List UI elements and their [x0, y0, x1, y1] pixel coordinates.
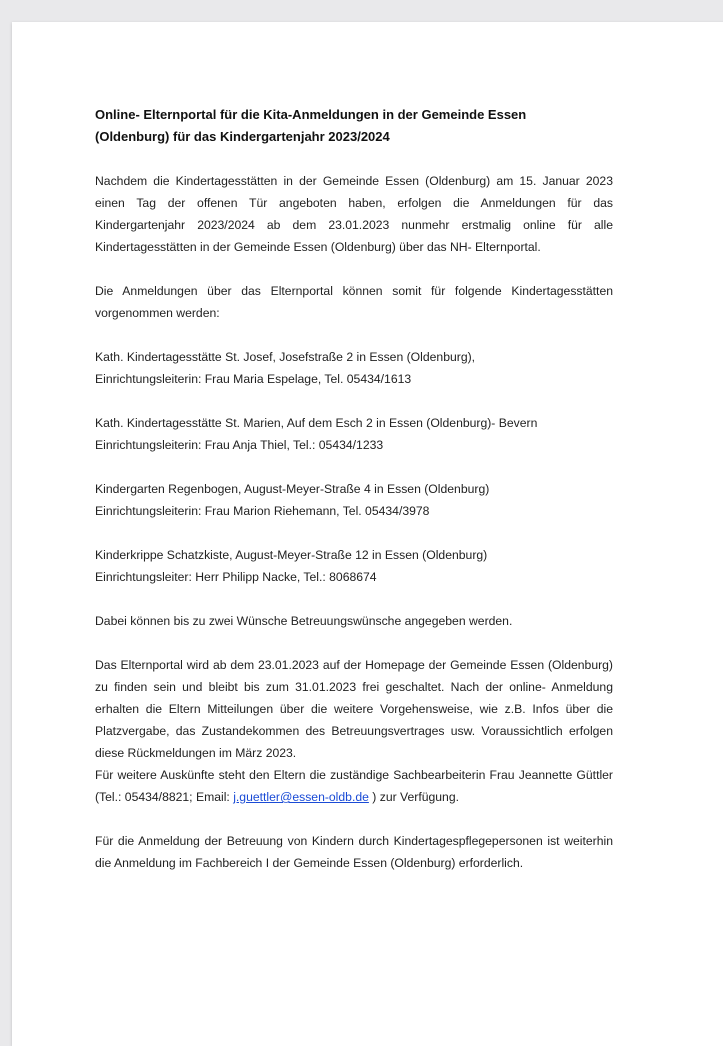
contact-prefix: (Tel.: 05434/8821; Email:	[95, 790, 234, 804]
kita-entry	[95, 544, 613, 588]
kita-contact: Einrichtungsleiterin: Frau Marion Riehemann, Tel. 05434/3978	[95, 504, 430, 518]
kita-contact: Einrichtungsleiter: Herr Philipp Nacke, Tel.: 8068674	[95, 570, 377, 584]
info-line-4: Platzvergabe, das Zustandekommen des Betreuungsvertrages usw. Voraussichtlich erfolgen	[95, 724, 613, 738]
title-line-2: (Oldenburg) für das Kindergartenjahr 2023/2024	[95, 129, 390, 144]
info-line-2: zu finden sein und bleibt bis zum 31.01.2023 frei geschaltet. Nach der online- Anmeldung	[95, 680, 613, 694]
info-line-1: Das Elternportal wird ab dem 23.01.2023 auf der Homepage der Gemeinde Essen (Oldenburg)	[95, 658, 613, 672]
care-line-2: die Anmeldung im Fachbereich I der Gemeinde Essen (Oldenburg) erforderlich.	[95, 856, 524, 870]
document-title	[95, 104, 613, 148]
portal-line-1: Die Anmeldungen über das Elternportal können somit für folgende Kindertagesstätten	[95, 284, 613, 298]
kita-name: Kath. Kindertagesstätte St. Josef, Josefstraße 2 in Essen (Oldenburg),	[95, 350, 476, 364]
kita-name: Kinderkrippe Schatzkiste, August-Meyer-Straße 12 in Essen (Oldenburg)	[95, 548, 488, 562]
kita-contact: Einrichtungsleiterin: Frau Maria Espelage, Tel. 05434/1613	[95, 372, 412, 386]
kita-entry	[95, 346, 613, 390]
kita-contact: Einrichtungsleiterin: Frau Anja Thiel, Tel.: 05434/1233	[95, 438, 384, 452]
intro-line-1: Nachdem die Kindertagesstätten in der Gemeinde Essen (Oldenburg) am 15. Januar 2023	[95, 174, 613, 188]
wishes-paragraph: Dabei können bis zu zwei Wünsche Betreuungswünsche angegeben werden.	[95, 614, 513, 628]
kita-entry	[95, 478, 613, 522]
portal-line-2: vorgenommen werden:	[95, 306, 220, 320]
care-line-1: Für die Anmeldung der Betreuung von Kindern durch Kindertagespflegepersonen ist weiterhin	[95, 834, 613, 848]
kita-name: Kindergarten Regenbogen, August-Meyer-Straße 4 in Essen (Oldenburg)	[95, 482, 490, 496]
care-paragraph	[95, 830, 613, 874]
intro-line-4: Kindertagesstätten in der Gemeinde Essen (Oldenburg) über das NH- Elternportal.	[95, 240, 541, 254]
info-paragraph	[95, 654, 613, 808]
portal-paragraph	[95, 280, 613, 324]
info-line-3: erhalten die Eltern Mitteilungen über die weitere Vorgehensweise, wie z.B. Infos über die	[95, 702, 613, 716]
document-content	[95, 104, 613, 896]
kita-entry	[95, 412, 613, 456]
contact-line-2	[95, 786, 613, 808]
kita-name: Kath. Kindertagesstätte St. Marien, Auf dem Esch 2 in Essen (Oldenburg)- Bevern	[95, 416, 538, 430]
email-link[interactable]: j.guettler@essen-oldb.de	[233, 790, 369, 804]
intro-line-3: Kindergartenjahr 2023/2024 ab dem 23.01.2023 nunmehr erstmalig online für alle	[95, 218, 613, 232]
intro-paragraph	[95, 170, 613, 258]
intro-line-2: einen Tag der offenen Tür angeboten haben, erfolgen die Anmeldungen für das	[95, 196, 613, 210]
title-line-1: Online- Elternportal für die Kita-Anmeldungen in der Gemeinde Essen	[95, 107, 527, 122]
contact-suffix: ) zur Verfügung.	[368, 790, 459, 804]
document-page	[12, 22, 723, 1046]
info-line-5: diese Rückmeldungen im März 2023.	[95, 746, 297, 760]
contact-line-1: Für weitere Auskünfte steht den Eltern die zuständige Sachbearbeiterin Frau Jeannette Güttler	[95, 768, 613, 782]
